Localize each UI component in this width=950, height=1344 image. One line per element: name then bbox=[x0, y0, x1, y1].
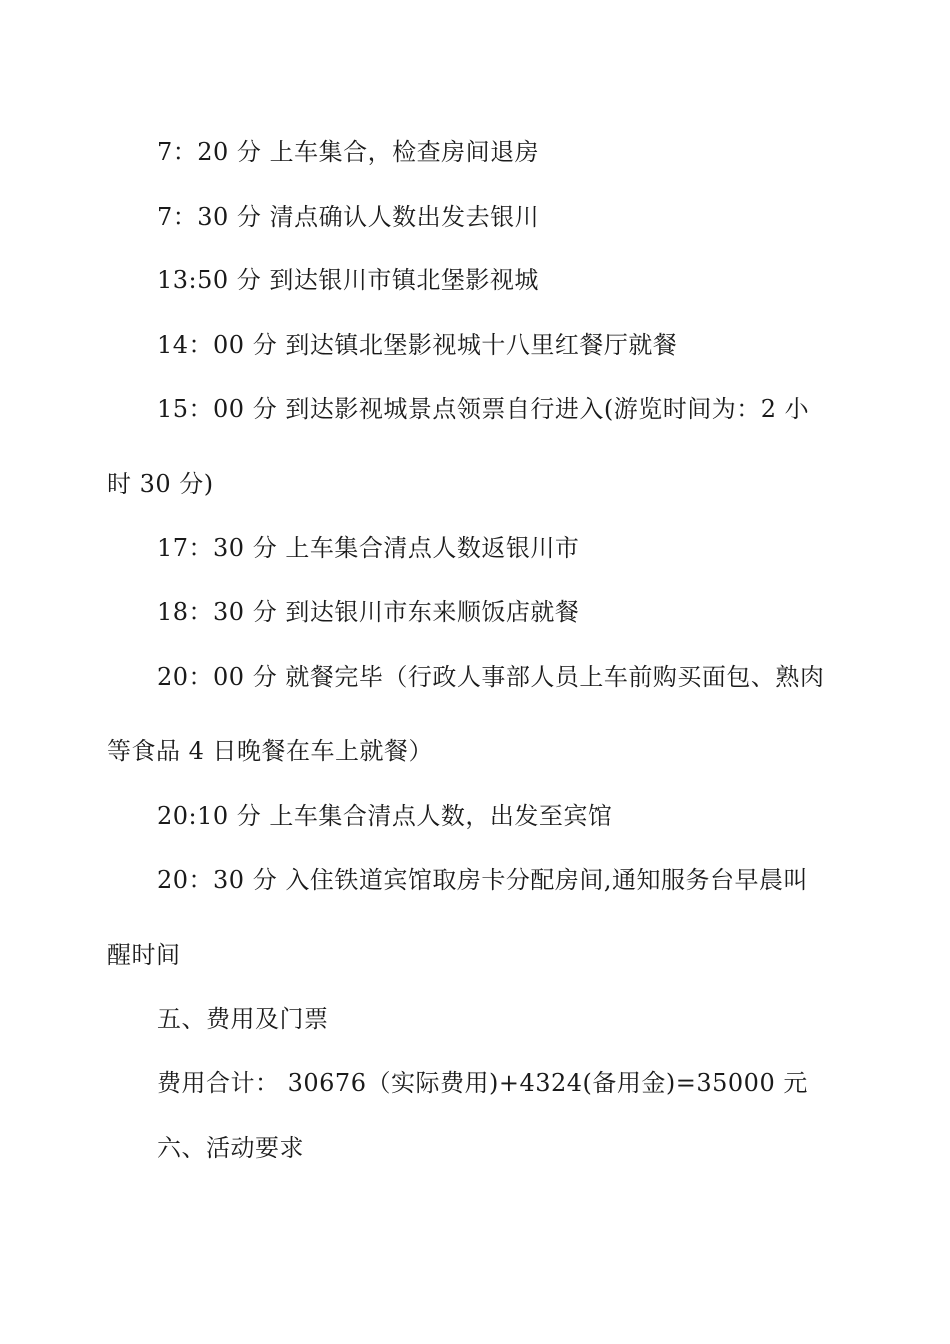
schedule-line-1350: 13:50 分 到达银川市镇北堡影视城 bbox=[157, 266, 539, 294]
fee-total-line: 费用合计： 30676（实际费用)+4324(备用金)=35000 元 bbox=[157, 1069, 808, 1097]
section-heading-requirements: 六、活动要求 bbox=[157, 1134, 304, 1162]
schedule-line-2000: 20：00 分 就餐完毕（行政人事部人员上车前购买面包、熟肉 bbox=[157, 663, 825, 691]
schedule-line-0720: 7：20 分 上车集合，检查房间退房 bbox=[157, 138, 540, 166]
schedule-line-0730: 7：30 分 清点确认人数出发去银川 bbox=[157, 203, 540, 231]
schedule-line-2010: 20:10 分 上车集合清点人数，出发至宾馆 bbox=[157, 802, 613, 830]
section-heading-fees: 五、费用及门票 bbox=[157, 1005, 329, 1033]
schedule-line-2030: 20：30 分 入住铁道宾馆取房卡分配房间,通知服务台早晨叫 bbox=[157, 866, 808, 894]
schedule-line-1730: 17：30 分 上车集合清点人数返银川市 bbox=[157, 534, 580, 562]
schedule-line-2000-cont: 等食品 4 日晚餐在车上就餐） bbox=[107, 737, 434, 765]
schedule-line-1500-cont: 时 30 分) bbox=[107, 470, 214, 498]
schedule-line-1500: 15：00 分 到达影视城景点领票自行进入(游览时间为：2 小 bbox=[157, 395, 810, 423]
schedule-line-1830: 18：30 分 到达银川市东来顺饭店就餐 bbox=[157, 598, 580, 626]
schedule-line-2030-cont: 醒时间 bbox=[107, 941, 181, 969]
schedule-line-1400: 14：00 分 到达镇北堡影视城十八里红餐厅就餐 bbox=[157, 331, 678, 359]
